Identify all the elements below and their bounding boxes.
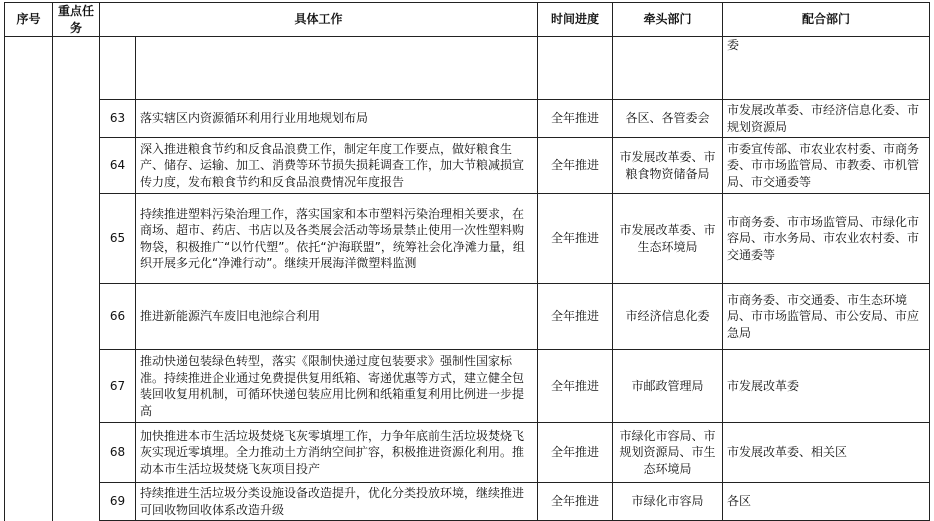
row-work: 深入推进粮食节约和反食品浪费工作，制定年度工作要点，做好粮食生产、储存、运输、加工、消费等环节损失损耗调查工作，加大节粮减损宣传力度，发布粮食节约和反食品浪费情况年度报告 bbox=[136, 138, 538, 194]
row-number: 65 bbox=[100, 194, 136, 284]
row-coop: 市委宣传部、市农业农村委、市商务委、市市场监管局、市教委、市机管局、市交通委等 bbox=[723, 138, 930, 194]
row-number: 68 bbox=[100, 423, 136, 483]
progress-cell bbox=[538, 37, 613, 100]
row-number: 66 bbox=[100, 284, 136, 350]
row-progress: 全年推进 bbox=[538, 423, 613, 483]
row-work: 加快推进本市生活垃圾焚烧飞灰零填埋工作，力争年底前生活垃圾焚烧飞灰实现近零填埋。全力推动土方消纳空间扩容，积极推进资源化利用。推动本市生活垃圾焚烧飞灰项目投产 bbox=[136, 423, 538, 483]
header-task: 重点任务 bbox=[53, 3, 100, 37]
lead-cell bbox=[613, 37, 723, 100]
num-cell bbox=[100, 37, 136, 100]
row-progress: 全年推进 bbox=[538, 284, 613, 350]
row-coop: 各区 bbox=[723, 483, 930, 521]
coop-cell: 委 bbox=[723, 37, 930, 100]
row-progress: 全年推进 bbox=[538, 194, 613, 284]
row-lead: 市绿化市容局 bbox=[613, 483, 723, 521]
header-progress: 时间进度 bbox=[538, 3, 613, 37]
row-coop: 市商务委、市市场监管局、市绿化市容局、市水务局、市农业农村委、市交通委等 bbox=[723, 194, 930, 284]
task-cell bbox=[53, 37, 100, 521]
table-row bbox=[5, 350, 930, 423]
header-coop: 配合部门 bbox=[723, 3, 930, 37]
table-row bbox=[5, 100, 930, 138]
row-work: 推动快递包装绿色转型，落实《限制快递过度包装要求》强制性国家标准。持续推进企业通过免费提供复用纸箱、寄递优惠等方式，建立健全包装回收复用机制，可循环快递包装应用比例和纸箱重复利用比例进一步提高 bbox=[136, 350, 538, 423]
row-work: 推进新能源汽车废旧电池综合利用 bbox=[136, 284, 538, 350]
row-number: 63 bbox=[100, 100, 136, 138]
table-row-continued bbox=[5, 37, 930, 100]
row-lead: 各区、各管委会 bbox=[613, 100, 723, 138]
table-row bbox=[5, 423, 930, 483]
header-lead: 牵头部门 bbox=[613, 3, 723, 37]
table-row bbox=[5, 138, 930, 194]
row-work: 持续推进生活垃圾分类设施设备改造提升，优化分类投放环境，继续推进可回收物回收体系改造升级 bbox=[136, 483, 538, 521]
row-work: 落实辖区内资源循环利用行业用地规划布局 bbox=[136, 100, 538, 138]
row-coop: 市发展改革委、相关区 bbox=[723, 423, 930, 483]
table-row bbox=[5, 284, 930, 350]
row-lead: 市经济信息化委 bbox=[613, 284, 723, 350]
table-header-row bbox=[5, 3, 930, 37]
row-lead: 市发展改革委、市生态环境局 bbox=[613, 194, 723, 284]
row-progress: 全年推进 bbox=[538, 350, 613, 423]
row-coop: 市商务委、市交通委、市生态环境局、市市场监管局、市公安局、市应急局 bbox=[723, 284, 930, 350]
row-lead: 市邮政管理局 bbox=[613, 350, 723, 423]
row-progress: 全年推进 bbox=[538, 483, 613, 521]
table-row bbox=[5, 483, 930, 521]
row-number: 67 bbox=[100, 350, 136, 423]
row-lead: 市绿化市容局、市规划资源局、市生态环境局 bbox=[613, 423, 723, 483]
row-number: 69 bbox=[100, 483, 136, 521]
row-coop: 市发展改革委 bbox=[723, 350, 930, 423]
row-lead: 市发展改革委、市粮食物资储备局 bbox=[613, 138, 723, 194]
row-progress: 全年推进 bbox=[538, 138, 613, 194]
table-row bbox=[5, 194, 930, 284]
task-table bbox=[4, 2, 930, 521]
work-cell bbox=[136, 37, 538, 100]
row-progress: 全年推进 bbox=[538, 100, 613, 138]
seq-cell bbox=[5, 37, 53, 521]
header-work: 具体工作 bbox=[100, 3, 538, 37]
header-seq: 序号 bbox=[5, 3, 53, 37]
row-coop: 市发展改革委、市经济信息化委、市规划资源局 bbox=[723, 100, 930, 138]
row-work: 持续推进塑料污染治理工作，落实国家和本市塑料污染治理相关要求，在商场、超市、药店、书店以及各类展会活动等场景禁止使用一次性塑料购物袋，积极推广“以竹代塑”。依托“沪海联盟”，统筹社会化净滩力量，组织开展多元化“净滩行动”。继续开展海洋微塑料监测 bbox=[136, 194, 538, 284]
row-number: 64 bbox=[100, 138, 136, 194]
